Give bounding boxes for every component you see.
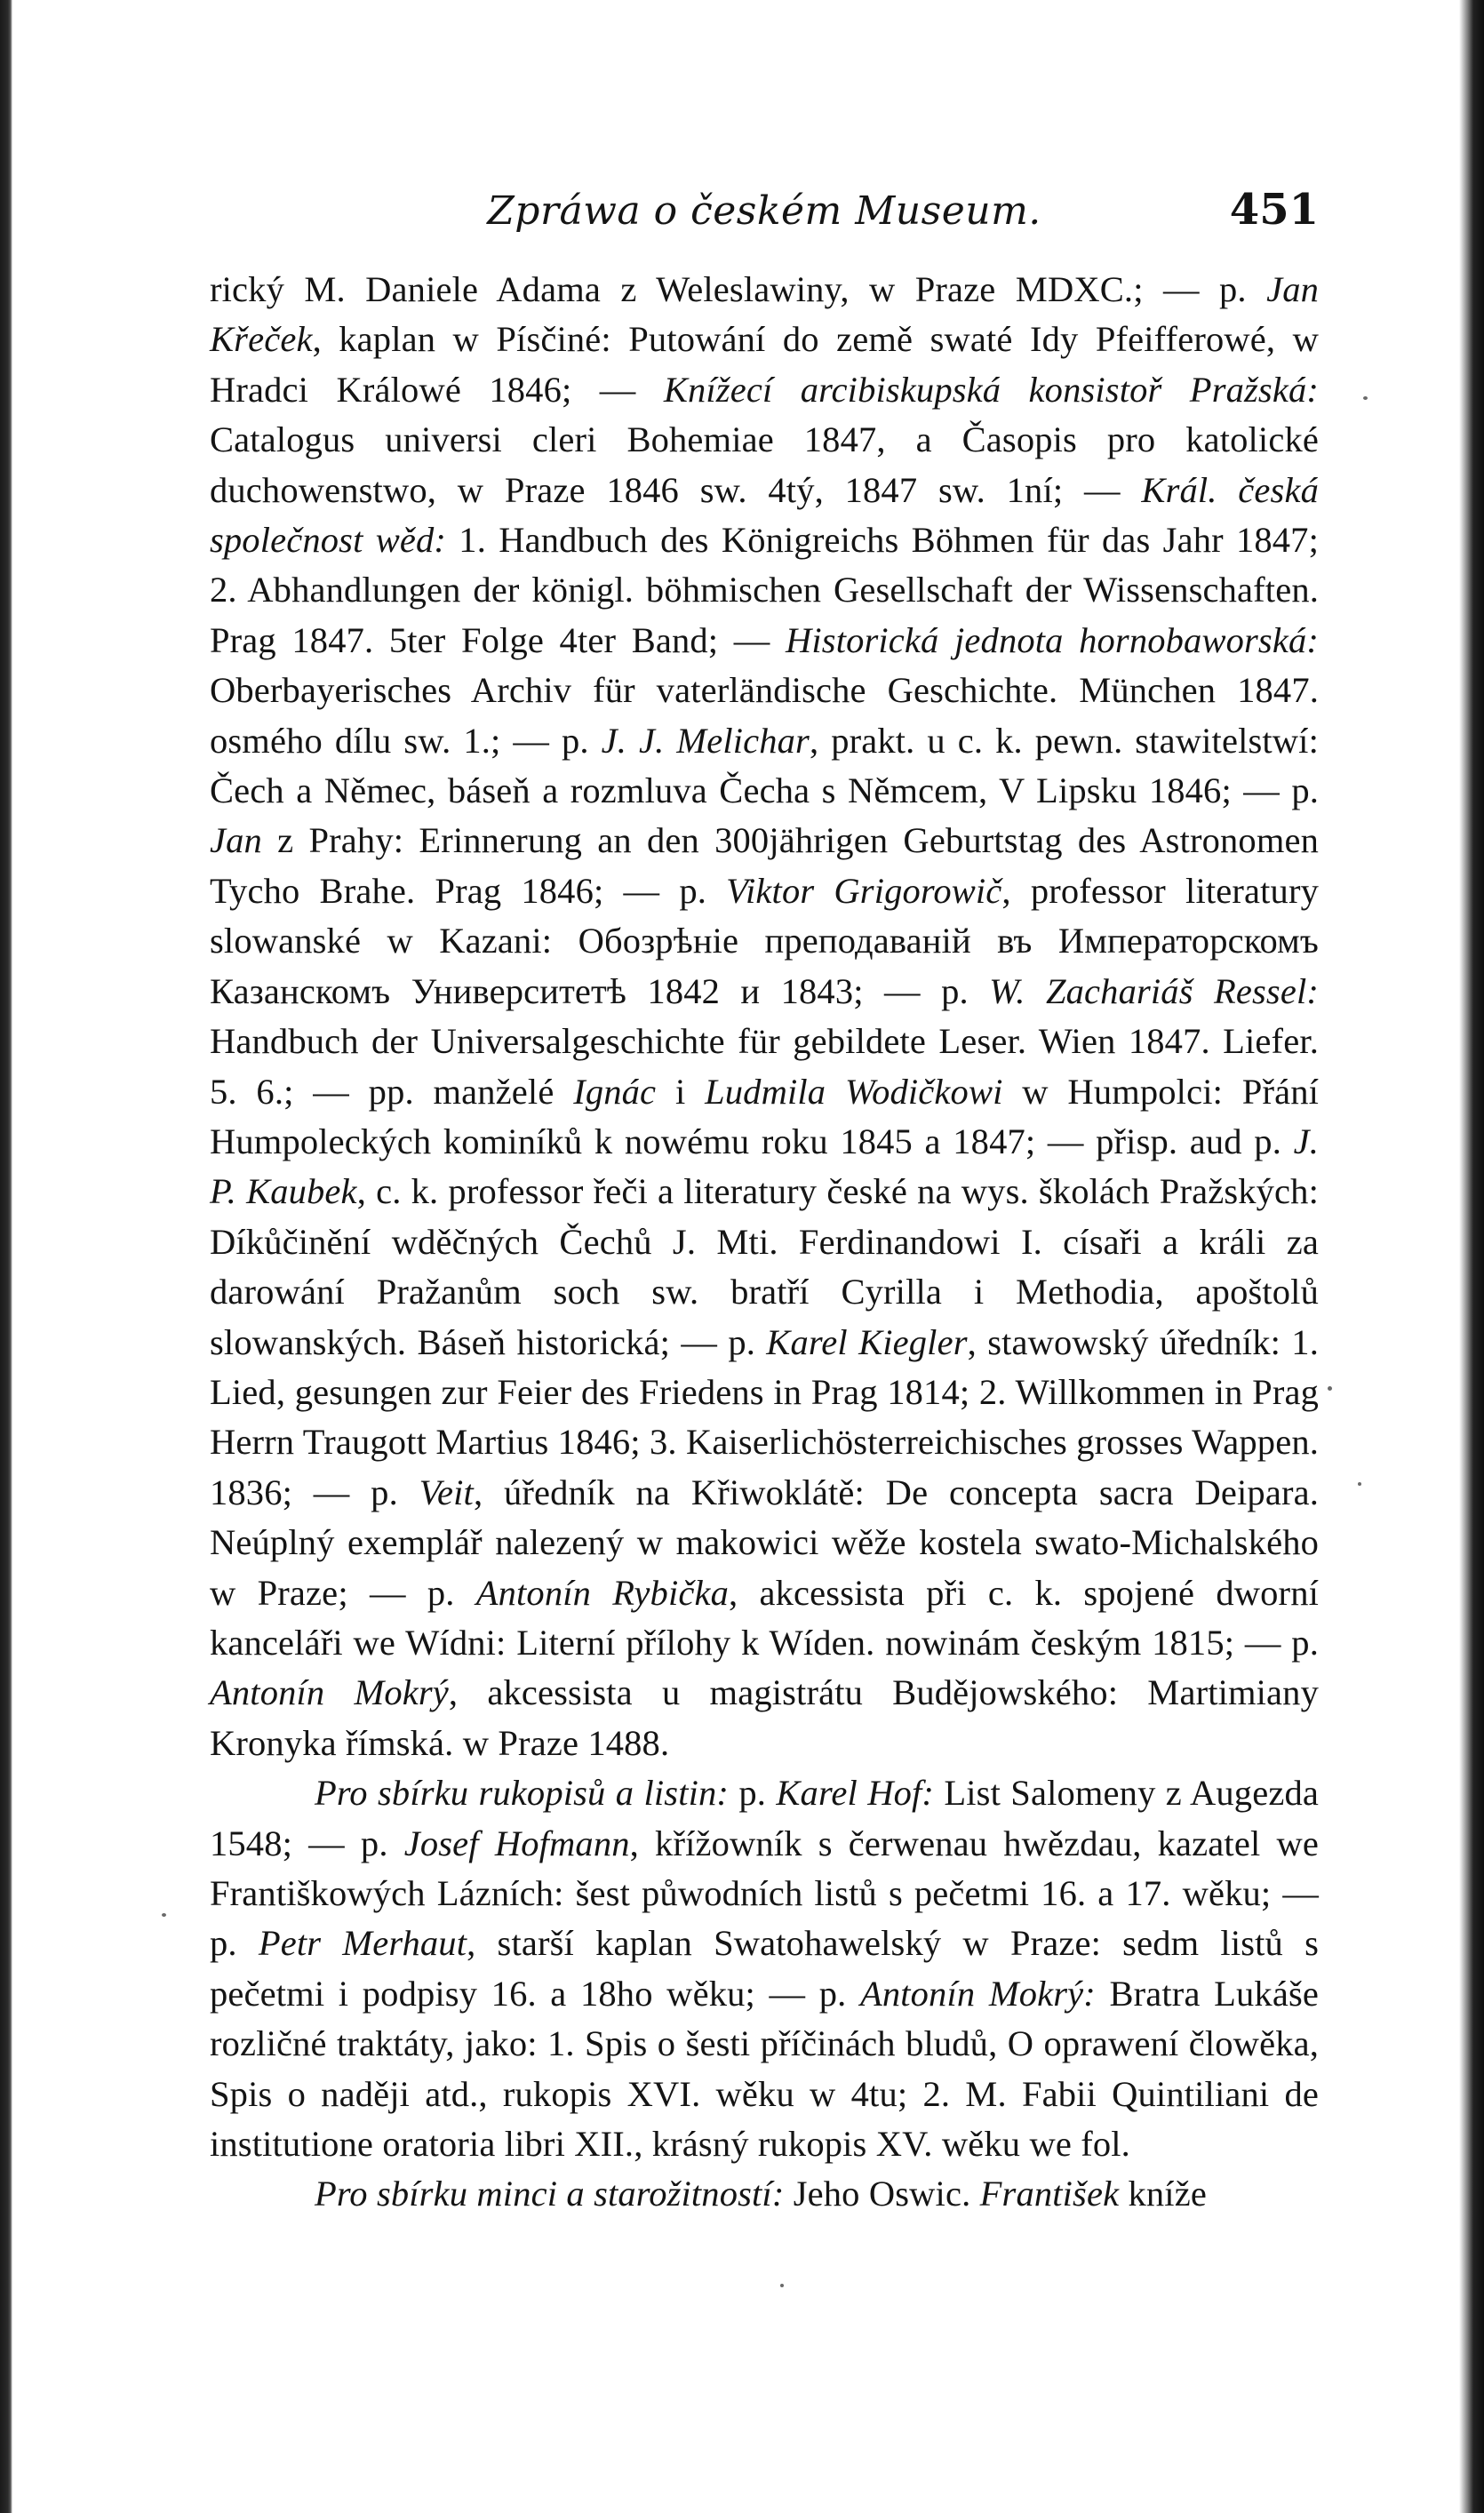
page-number: 451 [1229,185,1319,235]
scan-speck [780,2284,784,2287]
text-segment: , professor literatury slowanské w Kazani: Обозрѣніе преподаваній въ Императорскомъ Казанскомъ Университетѣ 1842 и 1843; — p. [210,870,1319,1011]
scan-left-edge [0,0,12,2513]
italic-text-segment: Historická jednota hornobaworská: [785,619,1319,660]
text-segment: , c. k. professor řeči a literatury české na wys. školách Pražských: Díkůčinění wděčných Čechů J. Mti. Ferdinandowi I. císaři a králi za darowání Pražanům soch sw. bratří Cyrilla i Methodia, apoštolů slowanských. Báseň historická; — p. [210,1171,1319,1362]
text-segment: Handbuch der Universalgeschichte für gebildete Leser. Wien 1847. Liefer. 5. 6.; — pp. manželé [210,1021,1319,1112]
text-segment: , starší kaplan Swatohawelský w Praze: sedm listů s pečetmi i podpisy 16. a 18ho wěku; — p. [210,1923,1319,2014]
italic-text-segment: Petr Merhaut [258,1923,467,1964]
running-head [210,185,1319,265]
text-segment: z Prahy: Erinnerung an den 300jährigen Geburtstag des Astronomen Tycho Brahe. Prag 1846; — p. [210,820,1319,911]
italic-text-segment: Viktor Grigorowič [726,870,1002,911]
italic-text-segment: W. Zachariáš Ressel: [989,970,1319,1011]
body-text [210,265,1319,2220]
paragraph-donations-books [210,265,1319,1768]
italic-text-segment: Antonín Mokrý: [859,1973,1096,2014]
text-segment: , křížowník s čerwenau hwězdau, kazatel we Františkowých Lázních: šest půwodních listů s pečetmi 16. a 17. wěku; — p. [210,1823,1319,1964]
text-segment: i [656,1071,706,1112]
italic-text-segment: Veit [419,1472,474,1512]
scan-speck [162,1913,166,1917]
italic-text-segment: Ludmila Wodičkowi [705,1071,1003,1112]
scan-speck [1358,1482,1361,1486]
italic-text-segment: Antonín Rybička [475,1572,729,1613]
italic-text-segment: J. J. Melichar [601,720,810,761]
text-segment: , akcessista při c. k. spojené dworní kanceláři we Wídni: Literní přílohy k Wíden. nowinám českým 1815; — p. [210,1572,1319,1663]
italic-text-segment: Jan Křeček [210,269,1319,360]
paragraph-coins [210,2169,1319,2219]
text-segment: Bratra Lukáše rozličné traktáty, jako: 1. Spis o šesti příčinách bludů, O oprawení člowěka, Spis o naději atd., rukopis XVI. wěku w 4tu; 2. M. Fabii Quintiliani de institutione oratoria libri XII., krásný rukopis XV. wěku we fol. [210,1973,1319,2165]
text-segment: , stawowský úředník: 1. Lied, gesungen zur Feier des Friedens in Prag 1814; 2. Willkommen in Prag Herrn Traugott Martius 1846; 3. Kaiserlichösterreichisches grosses Wappen. 1836; — p. [210,1321,1319,1512]
text-segment: kníže [1119,2174,1207,2214]
text-segment: rický M. Daniele Adama z Weleslawiny, w Praze MDXC.; — p. [210,269,1267,309]
italic-text-segment: Josef Hofmann [403,1823,630,1863]
book-page [210,185,1320,2220]
scan-speck [1363,396,1368,400]
italic-text-segment: Karel Hof: [776,1773,935,1814]
running-title: Zpráwa o českém Museum. [487,188,1041,234]
text-segment: w Humpolci: Přání Humpoleckých kominíků k nowému roku 1845 a 1847; — přisp. aud p. [210,1071,1320,1161]
italic-text-segment: Král. česká společnost wěd: [210,469,1319,561]
italic-text-segment: Karel Kiegler [766,1321,968,1362]
text-segment: , úředník na Křiwoklátě: De concepta sacra Deipara. Neúplný exemplář nalezený w makowici wěže kostela swato-Michalského w Praze; — p. [210,1472,1319,1613]
text-segment: Catalogus universi cleri Bohemiae 1847, a Časopis pro katolické duchowenstwo, w Praze 1846 sw. 4tý, 1847 sw. 1ní; — [210,419,1319,510]
italic-text-segment: Pro sbírku minci a starožitností: [315,2174,785,2214]
scan-speck [1328,1386,1332,1391]
text-segment: , akcessista u magistrátu Budějowského: Martimiany Kronyka římská. w Praze 1488. [210,1672,1319,1763]
text-segment: , kaplan w Písčiné: Putowání do země swaté Idy Pfeifferowé, w Hradci Králowé 1846; — [210,319,1319,410]
italic-text-segment: Ignác [573,1071,657,1112]
italic-text-segment: Jan [210,820,262,861]
italic-text-segment: František [979,2174,1120,2214]
scan-right-edge [1459,0,1484,2513]
text-segment: Jeho Oswic. [784,2174,980,2214]
italic-text-segment: Pro sbírku rukopisů a listin: [315,1773,730,1814]
paragraph-manuscripts [210,1768,1319,2169]
text-segment: , prakt. u c. k. pewn. stawitelstwí: Čech a Němec, báseň a rozmluva Čecha s Němcem, V Lipsku 1846; — p. [210,720,1319,811]
text-segment: List Salomeny z Augezda 1548; — p. [210,1773,1319,1863]
italic-text-segment: Knížecí arcibiskupská konsistoř Pražská: [663,369,1319,410]
italic-text-segment: Antonín Mokrý [210,1672,449,1713]
text-segment: Oberbayerisches Archiv für vaterländische Geschichte. München 1847. osmého dílu sw. 1.; — p. [210,670,1319,761]
text-segment: 1. Handbuch des Königreichs Böhmen für das Jahr 1847; 2. Abhandlungen der königl. böhmischen Gesellschaft der Wissenschaften. Prag 1847. 5ter Folge 4ter Band; — [210,520,1319,660]
text-segment: p. [729,1773,777,1814]
italic-text-segment: J. P. Kaubek [210,1121,1319,1212]
